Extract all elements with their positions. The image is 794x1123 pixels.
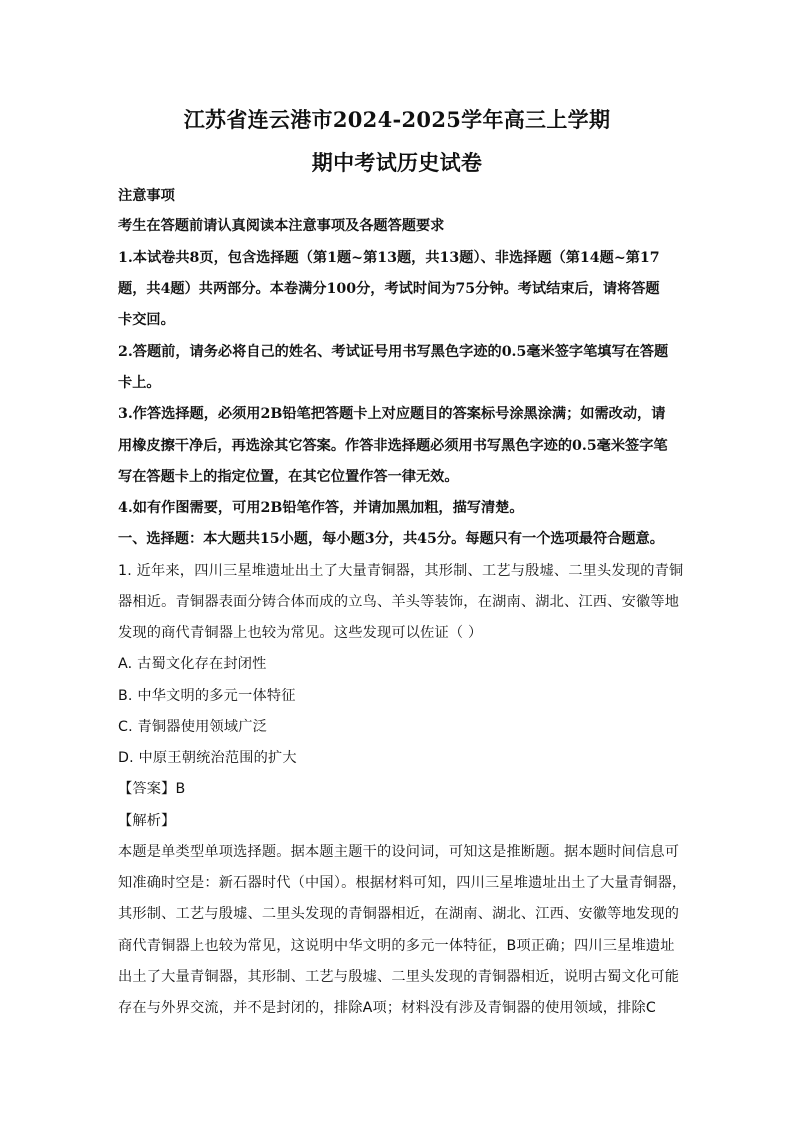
document-title-line-2: 期中考试历史试卷 <box>311 150 483 175</box>
notice-line: 4.如有作图需要，可用2B铅笔作答，并请加黑加粗，描写清楚。 <box>118 500 524 516</box>
notice-line: 写在答题卡上的指定位置，在其它位置作答一律无效。 <box>118 469 459 485</box>
question-stem-line: 器相近。青铜器表面分铸合体而成的立鸟、羊头等装饰，在湖南、湖北、江西、安徽等地 <box>118 594 680 610</box>
notice-line: 3.作答选择题，必须用2B铅笔把答题卡上对应题目的答案标号涂黑涂满；如需改动，请 <box>118 406 666 422</box>
notice-heading: 注意事项 <box>118 188 175 204</box>
option-b: B. 中华文明的多元一体特征 <box>118 688 296 704</box>
option-d: D. 中原王朝统治范围的扩大 <box>118 750 297 766</box>
analysis-line: 出土了大量青铜器，其形制、工艺与殷墟、二里头发现的青铜器相近，说明古蜀文化可能 <box>118 969 680 985</box>
section-heading: 一、选择题：本大题共15小题，每小题3分，共45分。每题只有一个选项最符合题意。 <box>118 531 664 547</box>
notice-line: 用橡皮擦干净后，再选涂其它答案。作答非选择题必须用书写黑色字迹的0.5毫米签字笔 <box>118 438 668 454</box>
document-title-line-1: 江苏省连云港市2024-2025学年高三上学期 <box>183 107 611 132</box>
notice-line: 题，共4题）共两部分。本卷满分100分，考试时间为75分钟。考试结束后，请将答题 <box>118 281 660 297</box>
notice-line: 1.本试卷共8页，包含选择题（第1题~第13题，共13题）、非选择题（第14题~第17 <box>118 250 660 266</box>
notice-intro: 考生在答题前请认真阅读本注意事项及各题答题要求 <box>118 218 445 234</box>
analysis-line: 商代青铜器上也较为常见，这说明中华文明的多元一体特征，B项正确；四川三星堆遗址 <box>118 938 675 954</box>
option-a: A. 古蜀文化存在封闭性 <box>118 656 267 672</box>
question-stem-line: 发现的商代青铜器上也较为常见。这些发现可以佐证（ ） <box>118 625 483 641</box>
analysis-line: 存在与外界交流，并不是封闭的，排除A项；材料没有涉及青铜器的使用领域，排除C <box>118 1000 656 1016</box>
question-stem-line: 1. 近年来，四川三星堆遗址出土了大量青铜器，其形制、工艺与殷墟、二里头发现的青铜 <box>118 563 684 579</box>
option-c: C. 青铜器使用领域广泛 <box>118 719 268 735</box>
notice-line: 2.答题前，请务必将自己的姓名、考试证号用书写黑色字迹的0.5毫米签字笔填写在答题 <box>118 344 669 360</box>
answer-label: 【答案】B <box>118 781 186 797</box>
notice-line: 卡上。 <box>118 375 161 391</box>
analysis-heading: 【解析】 <box>118 813 176 829</box>
analysis-line: 本题是单类型单项选择题。据本题主题干的设问词，可知这是推断题。据本题时间信息可 <box>118 844 680 860</box>
notice-line: 卡交回。 <box>118 312 175 328</box>
analysis-line: 知准确时空是：新石器时代（中国）。根据材料可知，四川三星堆遗址出土了大量青铜器， <box>118 875 687 891</box>
analysis-line: 其形制、工艺与殷墟、二里头发现的青铜器相近，在湖南、湖北、江西、安徽等地发现的 <box>118 906 680 922</box>
